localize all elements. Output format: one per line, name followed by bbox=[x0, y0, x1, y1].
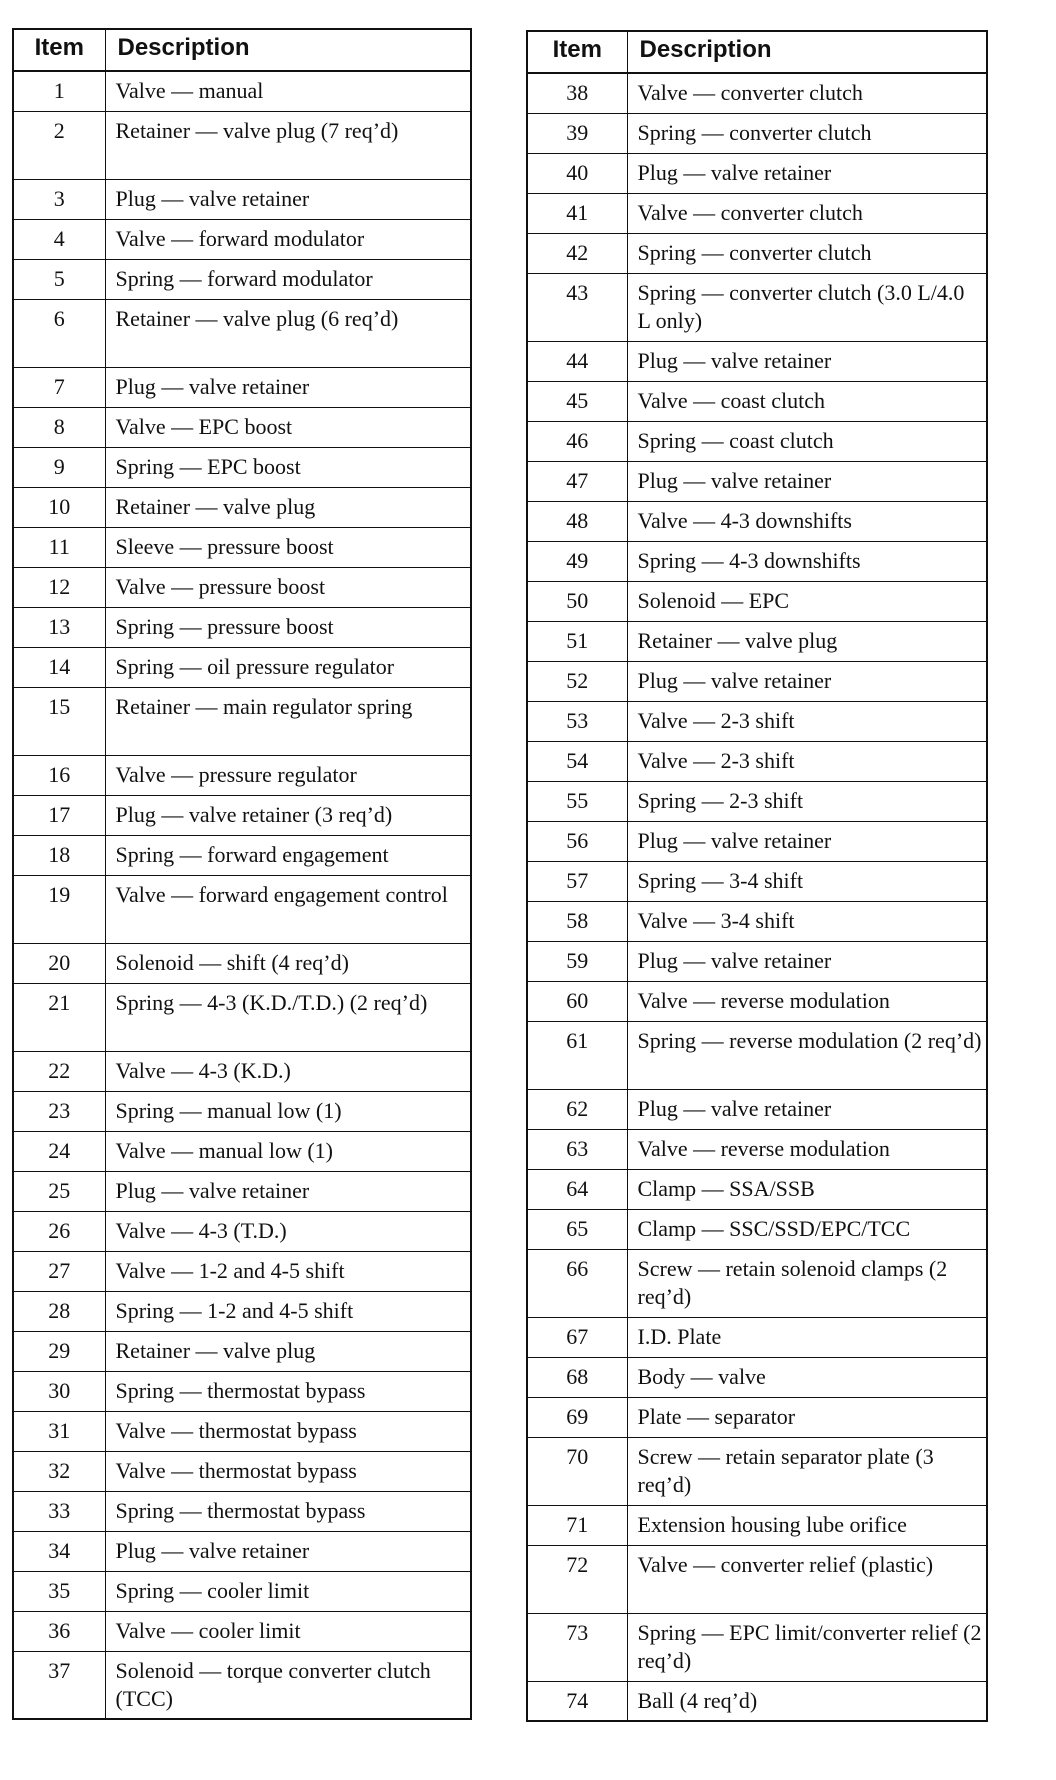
table-row bbox=[527, 273, 987, 341]
item-number: 69 bbox=[527, 1397, 627, 1437]
item-description: Plug — valve retainer bbox=[105, 1531, 471, 1571]
table-body-left bbox=[13, 71, 471, 1719]
table-row bbox=[527, 1437, 987, 1505]
item-description: Retainer — main regulator spring bbox=[105, 687, 471, 755]
item-description: Spring — EPC boost bbox=[105, 447, 471, 487]
item-description: Ball (4 req’d) bbox=[627, 1681, 987, 1721]
item-number: 1 bbox=[13, 71, 105, 111]
item-number: 70 bbox=[527, 1437, 627, 1505]
item-number: 72 bbox=[527, 1545, 627, 1613]
table-row bbox=[527, 1209, 987, 1249]
item-number: 34 bbox=[13, 1531, 105, 1571]
table-row bbox=[527, 1505, 987, 1545]
item-description: Plug — valve retainer bbox=[627, 153, 987, 193]
header-item: Item bbox=[13, 29, 105, 71]
item-number: 10 bbox=[13, 487, 105, 527]
header-item: Item bbox=[527, 31, 627, 73]
table-row bbox=[527, 821, 987, 861]
item-description: Spring — thermostat bypass bbox=[105, 1491, 471, 1531]
item-description: Body — valve bbox=[627, 1357, 987, 1397]
item-number: 56 bbox=[527, 821, 627, 861]
item-description: Spring — 1-2 and 4-5 shift bbox=[105, 1291, 471, 1331]
header-row bbox=[527, 31, 987, 73]
item-description: Spring — converter clutch bbox=[627, 113, 987, 153]
item-number: 52 bbox=[527, 661, 627, 701]
item-number: 19 bbox=[13, 875, 105, 943]
item-description: Valve — coast clutch bbox=[627, 381, 987, 421]
table-row bbox=[13, 835, 471, 875]
item-description: Valve — reverse modulation bbox=[627, 1129, 987, 1169]
table-row bbox=[13, 1051, 471, 1091]
item-number: 16 bbox=[13, 755, 105, 795]
item-description: Sleeve — pressure boost bbox=[105, 527, 471, 567]
item-description: Valve — 4-3 downshifts bbox=[627, 501, 987, 541]
table-row bbox=[527, 461, 987, 501]
item-description: Plug — valve retainer bbox=[627, 941, 987, 981]
table-row bbox=[13, 1291, 471, 1331]
table-row bbox=[13, 259, 471, 299]
item-description: Spring — coast clutch bbox=[627, 421, 987, 461]
item-description: Retainer — valve plug (6 req’d) bbox=[105, 299, 471, 367]
item-description: Solenoid — EPC bbox=[627, 581, 987, 621]
item-description: Plug — valve retainer bbox=[105, 179, 471, 219]
item-number: 6 bbox=[13, 299, 105, 367]
item-description: Plug — valve retainer bbox=[627, 341, 987, 381]
item-number: 42 bbox=[527, 233, 627, 273]
item-number: 68 bbox=[527, 1357, 627, 1397]
table-row bbox=[13, 1531, 471, 1571]
item-number: 13 bbox=[13, 607, 105, 647]
table-row bbox=[527, 1681, 987, 1721]
item-description: Retainer — valve plug bbox=[105, 487, 471, 527]
item-number: 46 bbox=[527, 421, 627, 461]
table-row bbox=[13, 299, 471, 367]
item-number: 41 bbox=[527, 193, 627, 233]
table-row bbox=[13, 875, 471, 943]
item-number: 57 bbox=[527, 861, 627, 901]
item-description: Valve — converter clutch bbox=[627, 73, 987, 113]
table-row bbox=[13, 1251, 471, 1291]
item-description: Valve — forward modulator bbox=[105, 219, 471, 259]
item-number: 21 bbox=[13, 983, 105, 1051]
table-row bbox=[527, 1169, 987, 1209]
table-row bbox=[13, 487, 471, 527]
item-number: 18 bbox=[13, 835, 105, 875]
item-number: 8 bbox=[13, 407, 105, 447]
item-number: 73 bbox=[527, 1613, 627, 1681]
item-description: Screw — retain solenoid clamps (2 req’d) bbox=[627, 1249, 987, 1317]
table-row bbox=[13, 111, 471, 179]
item-number: 33 bbox=[13, 1491, 105, 1531]
item-number: 66 bbox=[527, 1249, 627, 1317]
item-description: Valve — 4-3 (K.D.) bbox=[105, 1051, 471, 1091]
item-number: 15 bbox=[13, 687, 105, 755]
item-number: 29 bbox=[13, 1331, 105, 1371]
item-number: 22 bbox=[13, 1051, 105, 1091]
item-description: Valve — 1-2 and 4-5 shift bbox=[105, 1251, 471, 1291]
item-number: 54 bbox=[527, 741, 627, 781]
table-row bbox=[13, 1491, 471, 1531]
item-description: Valve — converter clutch bbox=[627, 193, 987, 233]
item-description: Valve — 2-3 shift bbox=[627, 741, 987, 781]
item-number: 71 bbox=[527, 1505, 627, 1545]
item-number: 9 bbox=[13, 447, 105, 487]
item-number: 30 bbox=[13, 1371, 105, 1411]
item-number: 39 bbox=[527, 113, 627, 153]
item-number: 40 bbox=[527, 153, 627, 193]
item-description: Plug — valve retainer bbox=[627, 661, 987, 701]
table-row bbox=[13, 447, 471, 487]
item-number: 64 bbox=[527, 1169, 627, 1209]
item-number: 27 bbox=[13, 1251, 105, 1291]
table-row bbox=[13, 687, 471, 755]
item-description: Valve — manual low (1) bbox=[105, 1131, 471, 1171]
table-row bbox=[13, 407, 471, 447]
item-description: Retainer — valve plug bbox=[627, 621, 987, 661]
item-number: 5 bbox=[13, 259, 105, 299]
item-number: 28 bbox=[13, 1291, 105, 1331]
item-number: 65 bbox=[527, 1209, 627, 1249]
item-number: 37 bbox=[13, 1651, 105, 1719]
table-row bbox=[13, 1371, 471, 1411]
item-description: Spring — cooler limit bbox=[105, 1571, 471, 1611]
item-number: 49 bbox=[527, 541, 627, 581]
table-row bbox=[527, 701, 987, 741]
item-description: Spring — reverse modulation (2 req’d) bbox=[627, 1021, 987, 1089]
table-row bbox=[13, 1211, 471, 1251]
table-row bbox=[13, 1091, 471, 1131]
parts-table-right bbox=[526, 30, 988, 1722]
table-row bbox=[13, 527, 471, 567]
item-description: Spring — 3-4 shift bbox=[627, 861, 987, 901]
item-description: Spring — 4-3 (K.D./T.D.) (2 req’d) bbox=[105, 983, 471, 1051]
header-description: Description bbox=[105, 29, 471, 71]
item-number: 2 bbox=[13, 111, 105, 179]
table-row bbox=[527, 661, 987, 701]
item-description: Solenoid — shift (4 req’d) bbox=[105, 943, 471, 983]
item-description: Spring — oil pressure regulator bbox=[105, 647, 471, 687]
item-description: Valve — EPC boost bbox=[105, 407, 471, 447]
item-number: 12 bbox=[13, 567, 105, 607]
item-number: 31 bbox=[13, 1411, 105, 1451]
item-number: 45 bbox=[527, 381, 627, 421]
table-row bbox=[527, 1397, 987, 1437]
table-row bbox=[13, 1451, 471, 1491]
item-description: Spring — converter clutch bbox=[627, 233, 987, 273]
item-number: 47 bbox=[527, 461, 627, 501]
item-number: 20 bbox=[13, 943, 105, 983]
item-description: Spring — forward engagement bbox=[105, 835, 471, 875]
table-row bbox=[13, 219, 471, 259]
item-number: 36 bbox=[13, 1611, 105, 1651]
item-description: Valve — 4-3 (T.D.) bbox=[105, 1211, 471, 1251]
item-number: 74 bbox=[527, 1681, 627, 1721]
item-number: 59 bbox=[527, 941, 627, 981]
table-row bbox=[527, 501, 987, 541]
table-row bbox=[527, 193, 987, 233]
table-row bbox=[13, 1331, 471, 1371]
item-description: Spring — 2-3 shift bbox=[627, 781, 987, 821]
table-row bbox=[13, 983, 471, 1051]
item-description: Valve — reverse modulation bbox=[627, 981, 987, 1021]
item-number: 23 bbox=[13, 1091, 105, 1131]
item-description: Plug — valve retainer bbox=[627, 1089, 987, 1129]
table-row bbox=[527, 233, 987, 273]
item-description: Spring — converter clutch (3.0 L/4.0 L only) bbox=[627, 273, 987, 341]
item-number: 26 bbox=[13, 1211, 105, 1251]
item-number: 7 bbox=[13, 367, 105, 407]
item-description: Spring — 4-3 downshifts bbox=[627, 541, 987, 581]
item-description: Valve — 2-3 shift bbox=[627, 701, 987, 741]
item-number: 63 bbox=[527, 1129, 627, 1169]
item-description: Spring — EPC limit/converter relief (2 req’d) bbox=[627, 1613, 987, 1681]
table-row bbox=[527, 73, 987, 113]
table-row bbox=[527, 941, 987, 981]
table-row bbox=[527, 741, 987, 781]
item-description: Retainer — valve plug bbox=[105, 1331, 471, 1371]
item-description: Spring — thermostat bypass bbox=[105, 1371, 471, 1411]
table-row bbox=[13, 943, 471, 983]
table-row bbox=[13, 1171, 471, 1211]
item-number: 60 bbox=[527, 981, 627, 1021]
item-number: 62 bbox=[527, 1089, 627, 1129]
item-number: 53 bbox=[527, 701, 627, 741]
item-description: Spring — manual low (1) bbox=[105, 1091, 471, 1131]
item-number: 35 bbox=[13, 1571, 105, 1611]
table-row bbox=[527, 581, 987, 621]
table-row bbox=[13, 1611, 471, 1651]
table-body-right bbox=[527, 73, 987, 1721]
item-description: Plug — valve retainer bbox=[105, 1171, 471, 1211]
item-number: 55 bbox=[527, 781, 627, 821]
item-description: Plug — valve retainer bbox=[627, 821, 987, 861]
table-row bbox=[13, 647, 471, 687]
parts-table-left bbox=[12, 28, 472, 1720]
item-description: Plate — separator bbox=[627, 1397, 987, 1437]
table-row bbox=[13, 755, 471, 795]
item-description: Screw — retain separator plate (3 req’d) bbox=[627, 1437, 987, 1505]
item-number: 44 bbox=[527, 341, 627, 381]
table-row bbox=[527, 1317, 987, 1357]
item-number: 11 bbox=[13, 527, 105, 567]
item-number: 32 bbox=[13, 1451, 105, 1491]
table-row bbox=[13, 367, 471, 407]
table-row bbox=[527, 901, 987, 941]
table-row bbox=[527, 1249, 987, 1317]
item-description: Retainer — valve plug (7 req’d) bbox=[105, 111, 471, 179]
item-number: 17 bbox=[13, 795, 105, 835]
table-row bbox=[527, 421, 987, 461]
table-row bbox=[527, 1613, 987, 1681]
table-row bbox=[13, 1131, 471, 1171]
header-row bbox=[13, 29, 471, 71]
item-number: 58 bbox=[527, 901, 627, 941]
table-row bbox=[527, 621, 987, 661]
table-row bbox=[527, 1545, 987, 1613]
header-description: Description bbox=[627, 31, 987, 73]
item-number: 48 bbox=[527, 501, 627, 541]
table-row bbox=[527, 153, 987, 193]
table-row bbox=[13, 71, 471, 111]
item-number: 43 bbox=[527, 273, 627, 341]
item-description: Plug — valve retainer (3 req’d) bbox=[105, 795, 471, 835]
item-number: 38 bbox=[527, 73, 627, 113]
item-description: Plug — valve retainer bbox=[627, 461, 987, 501]
item-description: Spring — forward modulator bbox=[105, 259, 471, 299]
item-description: Valve — manual bbox=[105, 71, 471, 111]
item-number: 51 bbox=[527, 621, 627, 661]
table-row bbox=[13, 1411, 471, 1451]
table-row bbox=[13, 567, 471, 607]
item-description: Valve — pressure regulator bbox=[105, 755, 471, 795]
table-row bbox=[527, 113, 987, 153]
item-number: 67 bbox=[527, 1317, 627, 1357]
item-number: 4 bbox=[13, 219, 105, 259]
item-description: Valve — forward engagement control bbox=[105, 875, 471, 943]
table-row bbox=[13, 795, 471, 835]
item-description: Valve — 3-4 shift bbox=[627, 901, 987, 941]
item-number: 3 bbox=[13, 179, 105, 219]
item-description: Valve — pressure boost bbox=[105, 567, 471, 607]
item-number: 25 bbox=[13, 1171, 105, 1211]
item-description: Valve — cooler limit bbox=[105, 1611, 471, 1651]
table-row bbox=[527, 1129, 987, 1169]
table-row bbox=[527, 381, 987, 421]
item-description: Extension housing lube orifice bbox=[627, 1505, 987, 1545]
table-row bbox=[527, 1089, 987, 1129]
item-description: I.D. Plate bbox=[627, 1317, 987, 1357]
table-row bbox=[13, 1651, 471, 1719]
table-row bbox=[13, 607, 471, 647]
item-number: 24 bbox=[13, 1131, 105, 1171]
table-row bbox=[527, 861, 987, 901]
item-description: Valve — thermostat bypass bbox=[105, 1451, 471, 1491]
item-number: 50 bbox=[527, 581, 627, 621]
table-row bbox=[527, 1357, 987, 1397]
table-row bbox=[527, 541, 987, 581]
item-description: Spring — pressure boost bbox=[105, 607, 471, 647]
table-row bbox=[13, 1571, 471, 1611]
table-row bbox=[527, 341, 987, 381]
table-row bbox=[527, 781, 987, 821]
item-number: 14 bbox=[13, 647, 105, 687]
item-description: Clamp — SSC/SSD/EPC/TCC bbox=[627, 1209, 987, 1249]
table-row bbox=[527, 1021, 987, 1089]
item-description: Valve — converter relief (plastic) bbox=[627, 1545, 987, 1613]
item-description: Valve — thermostat bypass bbox=[105, 1411, 471, 1451]
item-number: 61 bbox=[527, 1021, 627, 1089]
table-row bbox=[527, 981, 987, 1021]
item-description: Clamp — SSA/SSB bbox=[627, 1169, 987, 1209]
item-description: Solenoid — torque converter clutch (TCC) bbox=[105, 1651, 471, 1719]
table-row bbox=[13, 179, 471, 219]
item-description: Plug — valve retainer bbox=[105, 367, 471, 407]
